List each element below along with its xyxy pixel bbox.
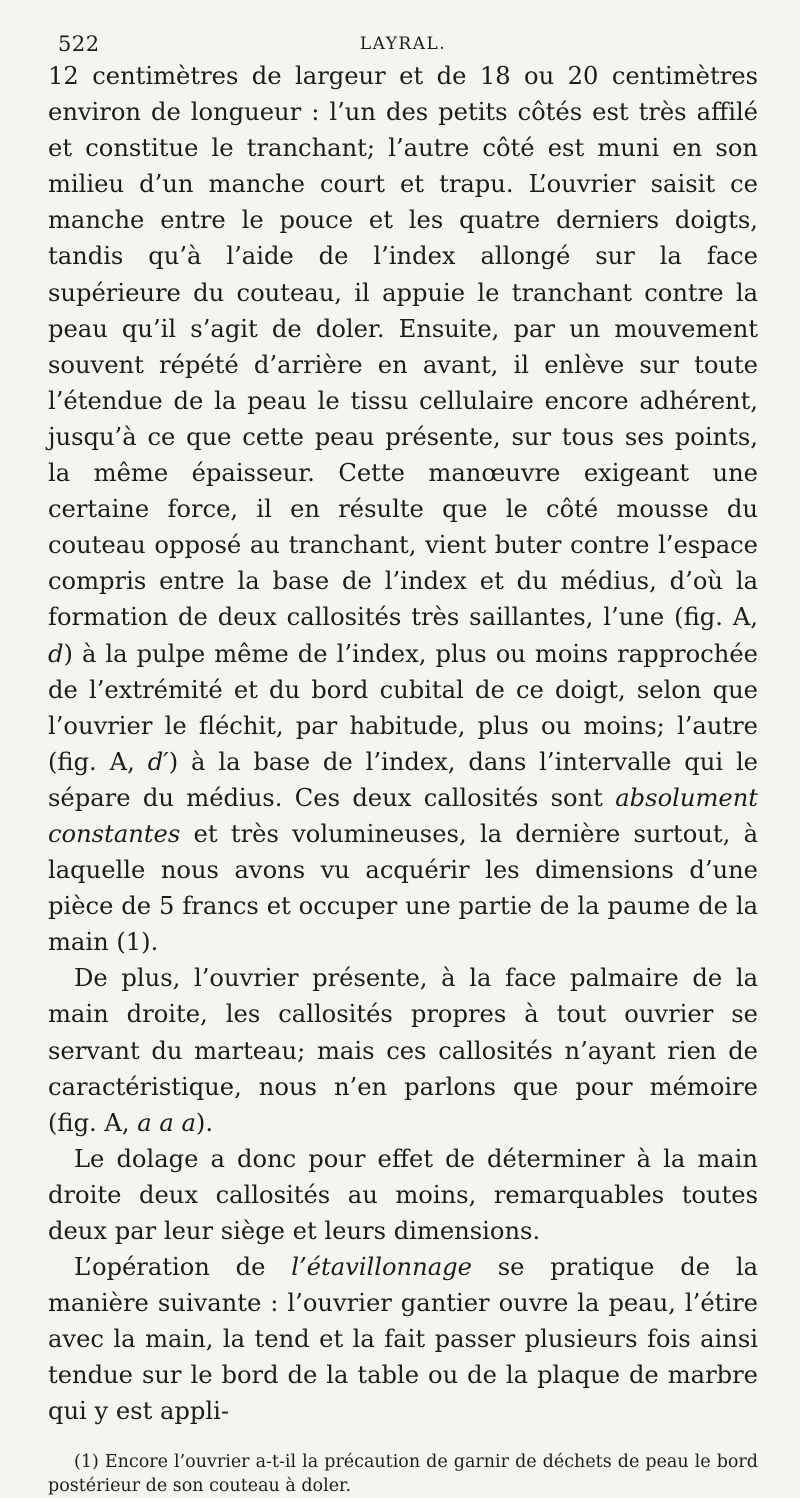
italic-text: d′ [147,747,169,776]
page-number: 522 [58,32,100,56]
italic-text: absolument constantes [48,783,758,848]
running-head [48,28,758,58]
running-title: LAYRAL. [359,34,447,54]
text-segment: 12 centimètres de largeur et de 18 ou 20 centimètres environ de longueur : l’un des petits côtés est très affilé et constitue le tranchant; l’autre côté est muni en son milieu d’un manche court et trapu. L’ouvrier saisit ce manche entre le pouce et les quatre derniers doigts, tandis qu’à l’aide de l’index allongé sur la face supérieure du couteau, il appuie le tranchant contre la peau qu’il s’agit de doler. Ensuite, par un mouvement souvent répété d’arrière en avant, il enlève sur toute l’étendue de la peau le tissu cellulaire encore adhérent, jusqu’à ce que cette peau présente, sur tous ses points, la même épaisseur. Cette manœuvre exigeant une certaine force, il en résulte que le côté mousse du couteau opposé au tranchant, vient buter contre l’espace compris entre la base de l’index et du médius, d’où la formation de deux callosités très saillantes, l’une (fig. A, [48,62,758,632]
footnotes [48,1450,758,1498]
paragraph [48,960,758,1140]
text-segment: L’opération de [74,1253,292,1282]
text-segment: ) à la pulpe même de l’index, plus ou moins rapprochée de l’extrémité et du bord cubital de ce doigt, selon que l’ouvrier le fléchit, par habitude, plus ou moins; l’autre (fig. A, [48,639,758,776]
text-segment: ) à la base de l’index, dans l’intervalle qui le sépare du médius. Ces deux callosités sont [48,747,759,812]
text-segment: et très volumineuses, la dernière surtout, à laquelle nous avons vu acquérir les dimensions d’une pièce de 5 francs et occuper une partie de la paume de la main (1). [48,819,758,957]
paragraph [48,1141,758,1249]
italic-text: a a a [137,1108,196,1137]
text-segment: Le dolage a donc pour effet de déterminer à la main droite deux callosités au moins, remarquables toutes deux par leur siège et leurs dimensions. [48,1144,758,1245]
text-segment: De plus, l’ouvrier présente, à la face palmaire de la main droite, les callosités propres à tout ouvrier se servant du marteau; mais ces callosités n’ayant rien de caractéristique, nous n’en parlons que pour mémoire (fig. A, [48,964,758,1137]
italic-text: d [48,639,64,668]
italic-text: l’étavillonnage [291,1253,472,1282]
paragraph [48,1249,758,1429]
body-text [48,58,758,1430]
text-segment: se pratique de la manière suivante : l’ouvrier gantier ouvre la peau, l’étire avec la main, la tend et la fait passer plusieurs fois ainsi tendue sur le bord de la table ou de la plaque de marbre qui y est appli- [48,1253,758,1426]
footnote: (1) Encore l’ouvrier a-t-il la précaution de garnir de déchets de peau le bord postérieur de son couteau à doler. [48,1451,758,1496]
text-segment: ). [195,1108,214,1137]
paragraph [48,58,758,960]
